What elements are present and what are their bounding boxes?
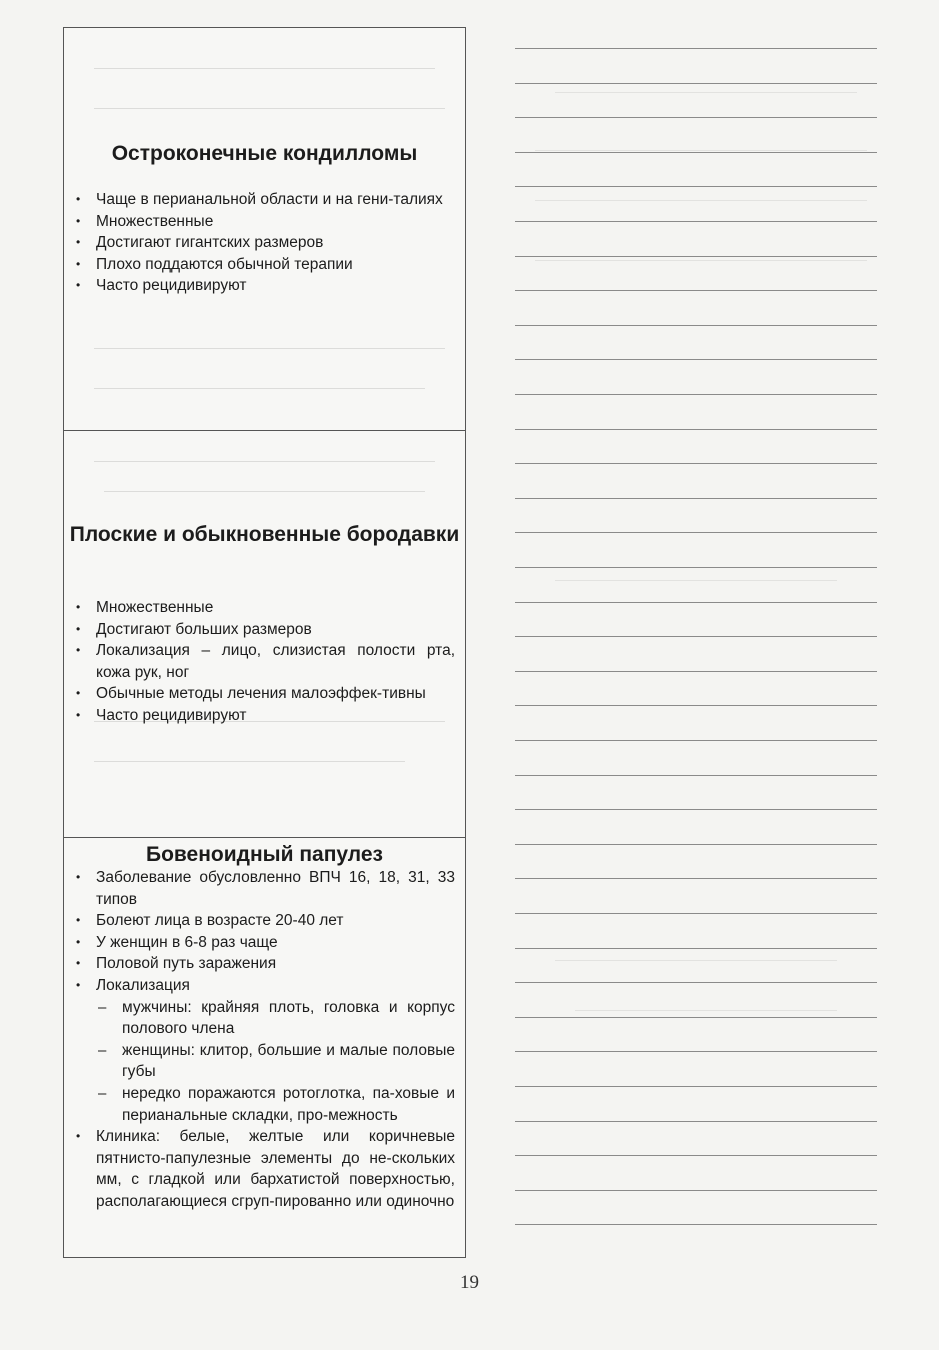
note-line xyxy=(515,463,877,464)
note-line xyxy=(515,532,877,533)
sub-list-item: – женщины: клитор, большие и малые половые губы xyxy=(72,1040,455,1083)
list-item: • Локализация – лицо, слизистая полости рта, кожа рук, ног xyxy=(72,640,455,683)
bullet-list xyxy=(72,189,455,297)
bleed-through-line xyxy=(104,491,425,492)
note-line xyxy=(515,1086,877,1087)
note-line xyxy=(515,256,877,257)
list-item: • Часто рецидивируют xyxy=(72,275,455,297)
note-line xyxy=(515,221,877,222)
slide-title: Бовеноидный папулез xyxy=(146,843,383,866)
bleed-through-line xyxy=(94,461,435,462)
slide-title: Плоские и обыкновенные бородавки xyxy=(69,523,460,546)
list-item: • Достигают больших размеров xyxy=(72,619,455,641)
note-line xyxy=(515,48,877,49)
slide-title: Остроконечные кондилломы xyxy=(111,142,418,165)
bleed-through-line xyxy=(94,68,435,69)
note-line xyxy=(515,394,877,395)
note-line xyxy=(515,567,877,568)
bleed-through-line xyxy=(535,200,867,201)
bleed-through-line xyxy=(94,348,445,349)
note-line xyxy=(515,290,877,291)
note-line xyxy=(515,117,877,118)
list-item: • Локализация xyxy=(72,975,455,997)
bleed-through-line xyxy=(94,761,405,762)
list-item: • Клиника: белые, желтые или коричневые пятнисто-папулезные элементы до не-скольких мм, с гладкой или бархатистой поверхностью, располагающиеся сгруп-пированно или одиночно xyxy=(72,1126,455,1212)
bleed-through-text xyxy=(214,32,218,52)
note-line xyxy=(515,878,877,879)
note-line xyxy=(515,429,877,430)
slide-bowenoid-papulosis xyxy=(63,837,466,1258)
list-item: • Болеют лица в возрасте 20-40 лет xyxy=(72,910,455,932)
bleed-through-line xyxy=(555,580,837,581)
note-line xyxy=(515,325,877,326)
slide-warts xyxy=(63,430,466,838)
bleed-through-line xyxy=(94,388,425,389)
note-line xyxy=(515,636,877,637)
list-item: • Чаще в перианальной области и на гени-талиях xyxy=(72,189,455,211)
note-line xyxy=(515,913,877,914)
list-item: • Множественные xyxy=(72,211,455,233)
note-line xyxy=(515,948,877,949)
bleed-through-line xyxy=(94,108,445,109)
bullet-list xyxy=(72,867,455,1213)
note-line xyxy=(515,152,877,153)
note-line xyxy=(515,1190,877,1191)
bleed-through-line xyxy=(535,150,867,151)
note-line xyxy=(515,359,877,360)
note-line xyxy=(515,498,877,499)
sub-list-item: – нередко поражаются ротоглотка, па-ховые и перианальные складки, про-межность xyxy=(72,1083,455,1126)
note-line xyxy=(515,1017,877,1018)
list-item: • Половой путь заражения xyxy=(72,953,455,975)
page-number: 19 xyxy=(460,1272,479,1293)
list-item: • Заболевание обусловленно ВПЧ 16, 18, 31, 33 типов xyxy=(72,867,455,910)
note-line xyxy=(515,775,877,776)
note-line xyxy=(515,705,877,706)
note-line xyxy=(515,809,877,810)
list-item: • Обычные методы лечения малоэффек-тивны xyxy=(72,683,455,705)
note-line xyxy=(515,1051,877,1052)
note-line xyxy=(515,1155,877,1156)
note-line xyxy=(515,1121,877,1122)
list-item: • Достигают гигантских размеров xyxy=(72,232,455,254)
slide-condylomas xyxy=(63,27,466,431)
bleed-through-line xyxy=(555,92,857,93)
bullet-list xyxy=(72,597,455,727)
note-line xyxy=(515,844,877,845)
notes-area xyxy=(515,0,877,1260)
note-line xyxy=(515,186,877,187)
note-line xyxy=(515,982,877,983)
note-line xyxy=(515,1224,877,1225)
sub-list-item: – мужчины: крайняя плоть, головка и корпус полового члена xyxy=(72,997,455,1040)
list-item: • Часто рецидивируют xyxy=(72,705,455,727)
list-item: • У женщин в 6-8 раз чаще xyxy=(72,932,455,954)
note-line xyxy=(515,602,877,603)
bleed-through-line xyxy=(575,1010,837,1011)
list-item: • Плохо поддаются обычной терапии xyxy=(72,254,455,276)
bleed-through-line xyxy=(555,960,837,961)
bleed-through-line xyxy=(535,260,867,261)
note-line xyxy=(515,671,877,672)
list-item: • Множественные xyxy=(72,597,455,619)
note-line xyxy=(515,83,877,84)
note-line xyxy=(515,740,877,741)
